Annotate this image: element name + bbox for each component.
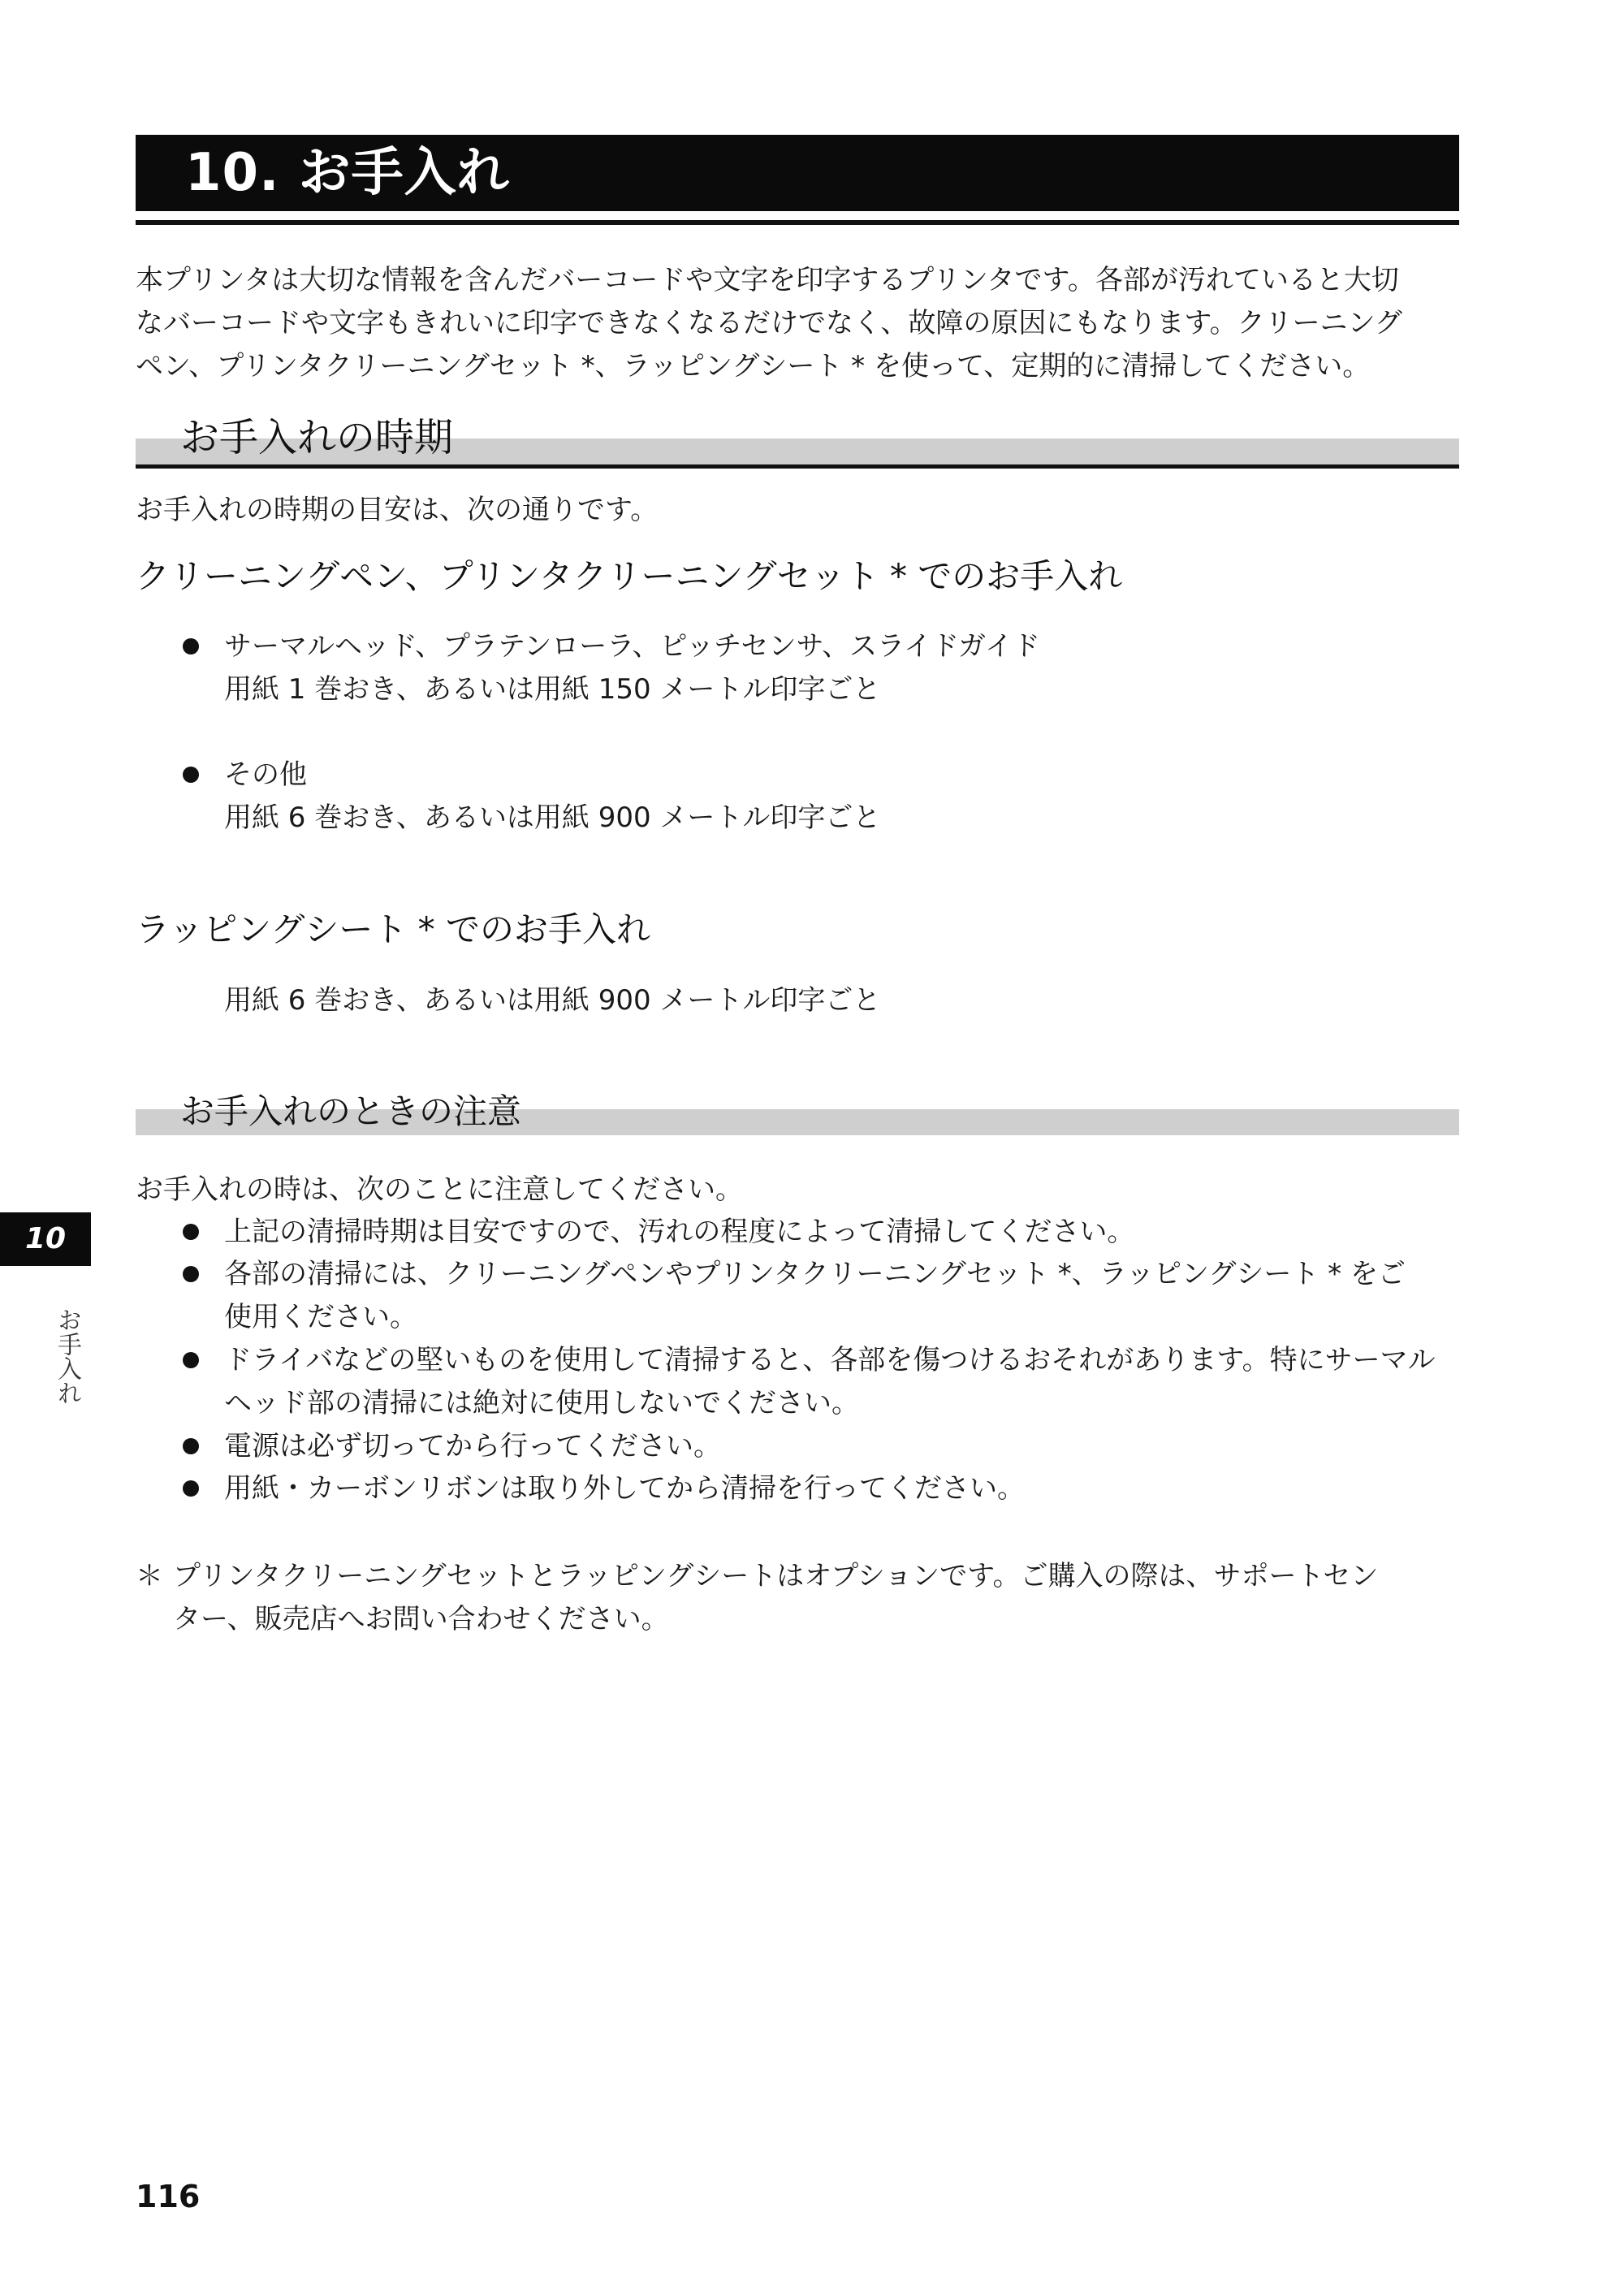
caution-item-2-line-1: 各部の清掃には、クリーニングペンやプリンタクリーニングセット *、ラッピングシート * をご: [224, 1258, 1406, 1290]
chapter-side-tab-number: 10: [24, 1222, 67, 1255]
bullet-icon: [183, 1224, 199, 1240]
caution-item-5: 用紙・カーボンリボンは取り外してから清掃を行ってください。: [224, 1472, 1025, 1505]
list-item-detail: 用紙 1 巻おき、あるいは用紙 150 メートル印字ごと: [224, 673, 881, 706]
bullet-icon: [183, 1266, 199, 1282]
chapter-side-label: お手入れ: [53, 1307, 81, 1405]
chapter-divider: [136, 220, 1459, 225]
bullet-icon: [183, 1438, 199, 1454]
section-lead: お手入れの時期の目安は、次の通りです。: [136, 494, 659, 526]
subheading-cleaning-pen: クリーニングペン、プリンタクリーニングセット * でのお手入れ: [136, 556, 1123, 596]
note-line-2: ター、販売店へお問い合わせください。: [173, 1603, 669, 1635]
list-item-label: サーマルヘッド、プラテンローラ、ピッチセンサ、スライドガイド: [224, 630, 1041, 663]
list-item-label: その他: [224, 758, 307, 791]
subheading-lapping-sheet: ラッピングシート * でのお手入れ: [136, 909, 651, 949]
intro-line-2: なバーコードや文字もきれいに印字できなくなるだけでなく、故障の原因にもなります。クリーニング: [136, 307, 1402, 339]
bullet-icon: [183, 767, 199, 783]
caution-item-3-line-2: ヘッド部の清掃には絶対に使用しないでください。: [224, 1387, 859, 1419]
caution-item-3-line-1: ドライバなどの堅いものを使用して清掃すると、各部を傷つけるおそれがあります。特にサーマル: [224, 1344, 1436, 1376]
section-title-schedule: お手入れの時期: [180, 415, 454, 460]
caution-item-2-line-2: 使用ください。: [224, 1301, 417, 1333]
list-item-detail: 用紙 6 巻おき、あるいは用紙 900 メートル印字ごと: [224, 801, 881, 834]
lapping-sheet-detail: 用紙 6 巻おき、あるいは用紙 900 メートル印字ごと: [224, 984, 881, 1017]
intro-line-1: 本プリンタは大切な情報を含んだバーコードや文字を印字するプリンタです。各部が汚れていると大切: [136, 264, 1399, 296]
bullet-icon: [183, 1352, 199, 1368]
caution-item-1: 上記の清掃時期は目安ですので、汚れの程度によって清掃してください。: [224, 1216, 1135, 1248]
section-title-cautions: お手入れのときの注意: [180, 1091, 522, 1131]
chapter-title: 10. お手入れ: [185, 143, 510, 203]
bullet-icon: [183, 638, 199, 655]
note-line-1: プリンタクリーニングセットとラッピングシートはオプションです。ご購入の際は、サポートセン: [173, 1560, 1379, 1592]
caution-item-4: 電源は必ず切ってから行ってください。: [224, 1430, 721, 1462]
page-number: 116: [136, 2179, 201, 2214]
bullet-icon: [183, 1480, 199, 1497]
note-mark: ＊: [136, 1560, 163, 1592]
section-header-rule: [136, 464, 1459, 469]
section-lead: お手入れの時は、次のことに注意してください。: [136, 1173, 743, 1206]
intro-line-3: ペン、プリンタクリーニングセット *、ラッピングシート * を使って、定期的に清掃してください。: [136, 350, 1371, 382]
